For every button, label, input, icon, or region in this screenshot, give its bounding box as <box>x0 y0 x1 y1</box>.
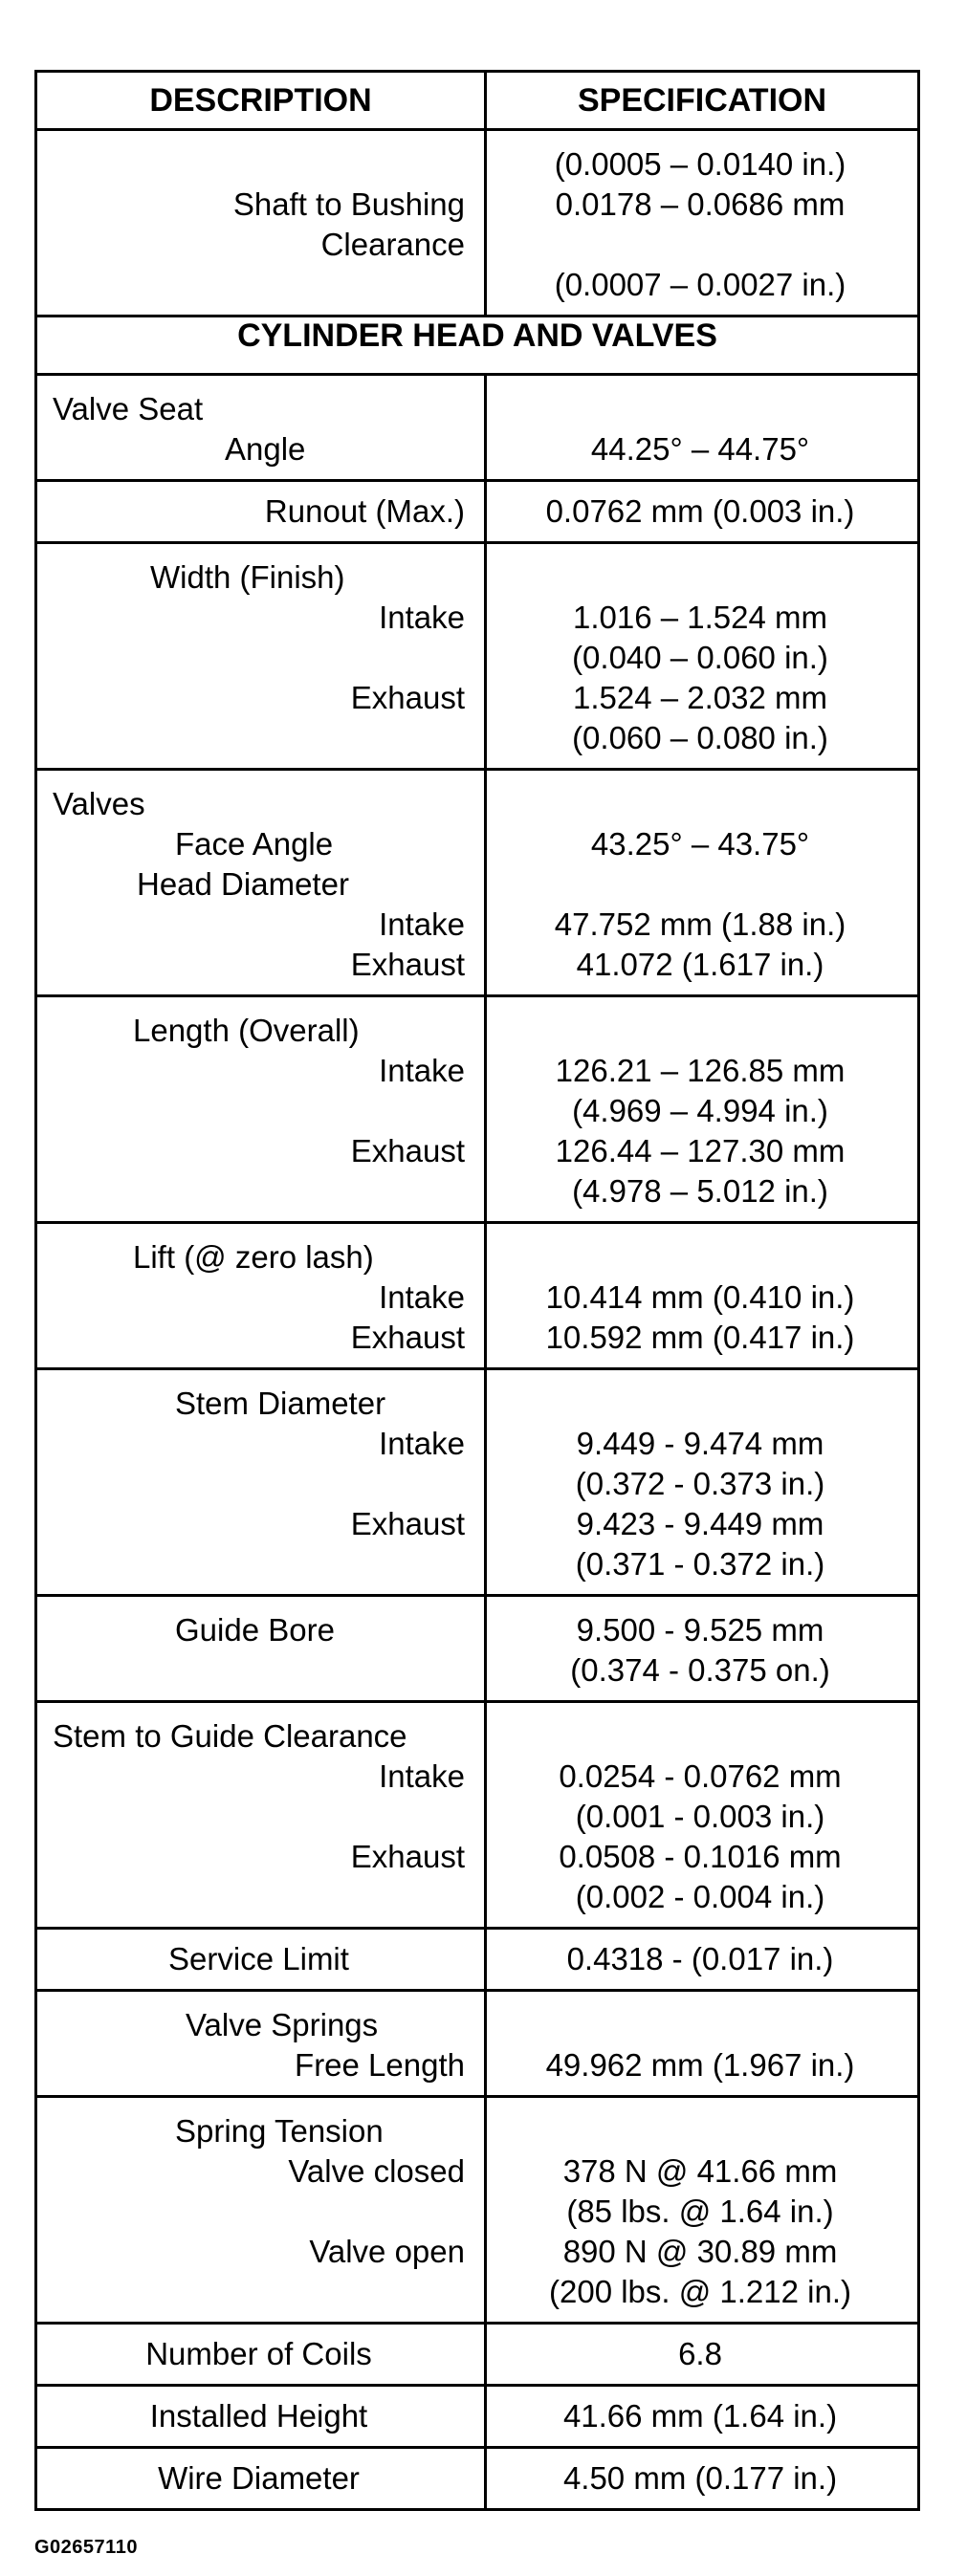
row-label: Intake <box>379 1758 465 1794</box>
spec-line <box>502 225 898 265</box>
table-row <box>36 543 919 770</box>
spec-line: (0.372 - 0.373 in.) <box>575 1466 825 1501</box>
table-row <box>36 1596 919 1702</box>
row-heading: Valves <box>53 786 145 821</box>
spec-line: 378 N @ 41.66 mm <box>562 2153 838 2189</box>
spec-line: 9.423 - 9.449 mm <box>576 1506 824 1541</box>
table-row <box>36 1223 919 1369</box>
row-label: Angle <box>225 431 306 467</box>
spec-line: (0.371 - 0.372 in.) <box>575 1546 825 1582</box>
spec-line: 0.0178 – 0.0686 mm <box>555 186 846 222</box>
row-label: Face Angle <box>175 826 334 862</box>
spec-line: (0.0005 – 0.0140 in.) <box>554 146 846 182</box>
spec-value: 0.0762 mm (0.003 in.) <box>545 493 855 529</box>
row-label: Exhaust <box>350 680 465 715</box>
row-label: Free Length <box>295 2047 465 2083</box>
spec-value: 49.962 mm (1.967 in.) <box>545 2047 855 2083</box>
row-label: Valve open <box>309 2234 465 2269</box>
figure-id: G02657110 <box>34 2537 138 2558</box>
row-desc-line <box>53 144 465 185</box>
row-label: Exhaust <box>350 1506 465 1541</box>
row-label: Exhaust <box>350 1320 465 1355</box>
table-row <box>36 481 919 543</box>
section-row <box>36 317 919 375</box>
spec-line: 9.500 - 9.525 mm <box>576 1612 824 1648</box>
spec-line: 0.0508 - 0.1016 mm <box>559 1839 842 1874</box>
spec-line: (85 lbs. @ 1.64 in.) <box>566 2194 834 2229</box>
table-row <box>36 2386 919 2448</box>
spec-line: 0.0254 - 0.0762 mm <box>559 1758 842 1794</box>
row-label: Valve closed <box>288 2153 465 2189</box>
spec-value: 0.4318 - (0.017 in.) <box>566 1941 834 1976</box>
spec-line: 890 N @ 30.89 mm <box>562 2234 838 2269</box>
row-heading: Spring Tension <box>175 2113 384 2149</box>
table-header-row <box>36 72 919 130</box>
row-label: Exhaust <box>350 947 465 982</box>
row-label: Runout (Max.) <box>264 493 465 529</box>
spec-value: 4.50 mm (0.177 in.) <box>562 2460 838 2496</box>
row-heading: Length (Overall) <box>133 1013 360 1048</box>
row-label: Intake <box>379 906 465 942</box>
spec-line: 126.44 – 127.30 mm <box>555 1133 846 1168</box>
row-label: Exhaust <box>350 1133 465 1168</box>
spec-line: (4.978 – 5.012 in.) <box>572 1173 828 1209</box>
row-label: Head Diameter <box>137 866 349 902</box>
row-heading: Width (Finish) <box>150 559 345 595</box>
row-heading: Valve Seat <box>53 391 204 426</box>
spec-value: 47.752 mm (1.88 in.) <box>554 906 846 942</box>
row-heading: Stem Diameter <box>175 1386 386 1421</box>
row-heading: Lift (@ zero lash) <box>133 1239 374 1275</box>
spec-value: 43.25° – 43.75° <box>590 826 810 862</box>
row-desc-line: Shaft to Bushing <box>232 186 465 222</box>
spec-value: 10.592 mm (0.417 in.) <box>545 1320 855 1355</box>
row-label: Exhaust <box>350 1839 465 1874</box>
table-row <box>36 1702 919 1929</box>
table-row <box>36 770 919 996</box>
row-label: Installed Height <box>149 2398 368 2434</box>
spec-line: 126.21 – 126.85 mm <box>555 1053 846 1088</box>
spec-table <box>34 70 920 2511</box>
spec-value: 41.66 mm (1.64 in.) <box>562 2398 838 2434</box>
spec-line: (0.374 - 0.375 on.) <box>570 1652 830 1688</box>
row-label: Service Limit <box>168 1941 349 1976</box>
row-label: Intake <box>379 1053 465 1088</box>
spec-line: 1.524 – 2.032 mm <box>573 680 827 715</box>
table-row <box>36 1991 919 2097</box>
spec-value: 10.414 mm (0.410 in.) <box>545 1279 855 1315</box>
table-row <box>36 2097 919 2324</box>
table-row <box>36 2448 919 2510</box>
row-label: Intake <box>379 1279 465 1315</box>
table-row <box>36 1369 919 1596</box>
table-row <box>36 996 919 1223</box>
spec-line: (0.0007 – 0.0027 in.) <box>554 267 846 302</box>
spec-value: 41.072 (1.617 in.) <box>576 947 824 982</box>
spec-line: (0.001 - 0.003 in.) <box>575 1799 825 1834</box>
row-desc-line: Clearance <box>320 227 465 262</box>
table-row <box>36 1929 919 1991</box>
table-row <box>36 130 919 317</box>
section-title: CYLINDER HEAD AND VALVES <box>36 317 919 375</box>
spec-line: (0.002 - 0.004 in.) <box>575 1879 825 1914</box>
spec-value: 44.25° – 44.75° <box>590 431 810 467</box>
header-specification: SPECIFICATION <box>486 72 919 130</box>
table-row <box>36 375 919 481</box>
row-desc-line <box>53 265 465 305</box>
row-label: Intake <box>379 1426 465 1461</box>
spec-line: (0.060 – 0.080 in.) <box>572 720 828 755</box>
row-label: Guide Bore <box>175 1612 335 1648</box>
spec-line: 9.449 - 9.474 mm <box>576 1426 824 1461</box>
row-label: Intake <box>379 600 465 635</box>
table-row <box>36 2324 919 2386</box>
spec-line: (200 lbs. @ 1.212 in.) <box>549 2274 851 2309</box>
row-heading: Stem to Guide Clearance <box>53 1718 407 1754</box>
spec-line: (0.040 – 0.060 in.) <box>572 640 828 675</box>
row-heading: Valve Springs <box>186 2007 379 2042</box>
spec-line: 1.016 – 1.524 mm <box>573 600 827 635</box>
spec-line: (4.969 – 4.994 in.) <box>572 1093 828 1128</box>
row-label: Wire Diameter <box>158 2460 360 2496</box>
row-label: Number of Coils <box>145 2336 372 2371</box>
header-description: DESCRIPTION <box>36 72 486 130</box>
spec-value: 6.8 <box>678 2336 722 2371</box>
